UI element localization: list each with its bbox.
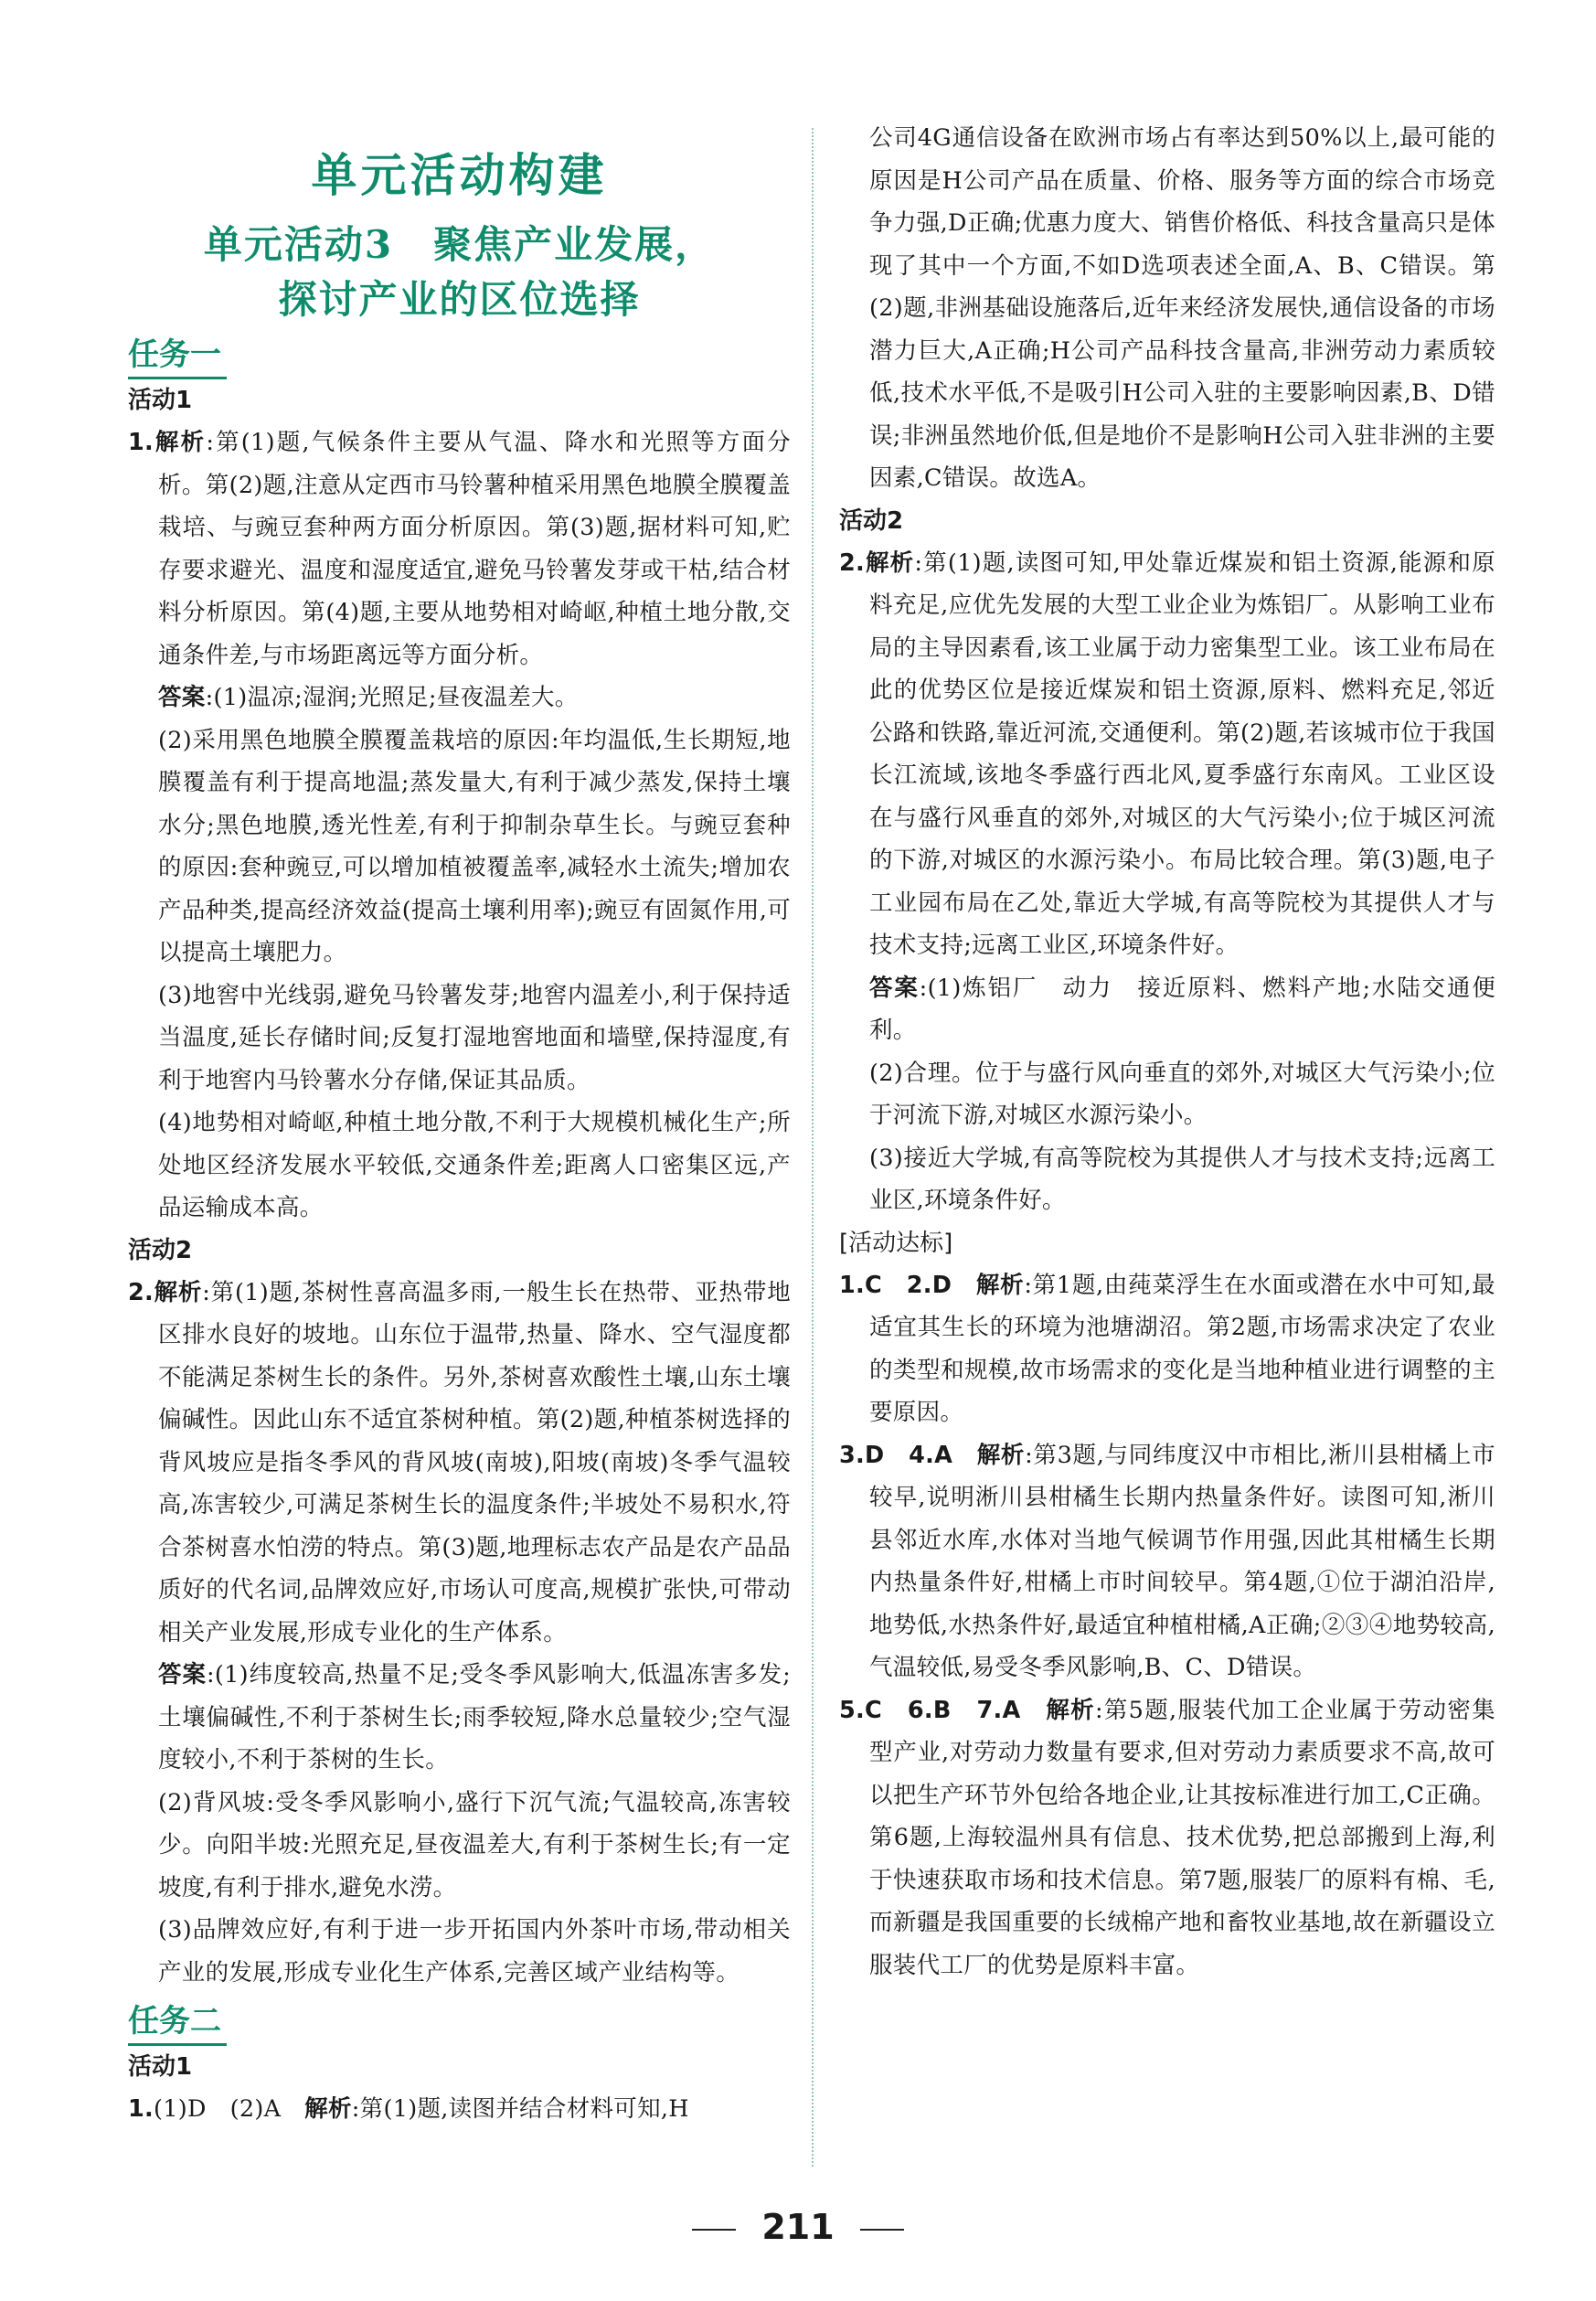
answer-text: :(1)炼铝厂 动力 接近原料、燃料产地;水陆交通便利。 — [869, 974, 1495, 1044]
answer-paragraph: (3)品牌效应好,有利于进一步开拓国内外茶叶市场,带动相关产业的发展,形成专业化生产体系,完善区域产业结构等。 — [158, 1916, 791, 1987]
explanation-label: 解析 — [154, 1278, 203, 1306]
question-explanation — [128, 1272, 791, 1655]
page-number — [0, 2207, 1596, 2247]
explanation-label: 解析 — [1046, 1696, 1095, 1724]
activity-heading: 活动1 — [128, 2053, 193, 2081]
explanation-text: :第3题,与同纬度汉中市相比,淅川县柑橘上市较早,说明淅川县柑橘生长期内热量条件好。读图可知,淅川县邻近水库,水体对当地气候调节作用强,因此其柑橘生长期内热量条件好,柑橘上市时间较早。第4题,①位于湖泊沿岸,地势低,水热条件好,最适宜种植柑橘,A正确;②③④地势较高,气温较低,易受冬季风影响,B、C、D错误。 — [869, 1441, 1495, 1681]
question-number: 1. — [128, 2095, 154, 2123]
answer-label: 答案 — [869, 974, 920, 1002]
explanation-label: 解析 — [976, 1441, 1026, 1469]
task-one-heading: 任务一 — [128, 333, 227, 379]
answer-text: :(1)纬度较高,热量不足;受冬季风影响大,低温冻害多发;土壤偏碱性,不利于茶树生长;雨季较短,降水总量较少;空气湿度较小,不利于茶树的生长。 — [158, 1661, 791, 1774]
explanation-text: :第(1)题,读图并结合材料可知,H — [351, 2095, 689, 2123]
explanation-text: :第(1)题,读图可知,甲处靠近煤炭和铝土资源,能源和原料充足,应优先发展的大型工业企业为炼铝厂。从影响工业布局的主导因素看,该工业属于动力密集型工业。该工业布局在此的优势区位是接近煤炭和铝土资源,原料、燃料充足,邻近公路和铁路,靠近河流,交通便利。第(2)题,若该城市位于我国长江流域,该地冬季盛行西北风,夏季盛行东南风。工业区设在与盛行风垂直的郊外,对城区的大气污染小;位于城区河流的下游,对城区的水源污染小。布局比较合理。第(3)题,电子工业园布局在乙处,靠近大学城,有高等院校为其提供人才与技术支持;远离工业区,环境条件好。 — [869, 549, 1495, 959]
answer-paragraph: (2)背风坡:受冬季风影响小,盛行下沉气流;气温较高,冻害较少。向阳半坡:光照充足,昼夜温差大,有利于茶树生长;有一定坡度,有利于排水,避免水涝。 — [158, 1788, 791, 1902]
explanation-label: 解析 — [304, 2095, 352, 2123]
activity-title-line2: 探讨产业的区位选择 — [278, 277, 641, 322]
answer-text: :(1)温凉;湿润;光照足;昼夜温差大。 — [205, 684, 579, 711]
right-column — [839, 117, 1495, 1987]
practice-answer — [839, 1689, 1495, 1987]
question-number: 2. — [839, 549, 866, 577]
left-column — [128, 128, 791, 2131]
activity-title-line1: 单元活动3 聚焦产业发展， — [203, 222, 716, 267]
activity-heading: 活动1 — [128, 387, 193, 414]
activity-practice-heading: [活动达标] — [839, 1229, 953, 1257]
explanation-text: :第(1)题,气候条件主要从气温、降水和光照等方面分析。第(2)题,注意从定西市马铃薯种植采用黑色地膜全膜覆盖栽培、与豌豆套种两方面分析原因。第(3)题,据材料可知,贮存要求避光、温度和湿度适宜,避免马铃薯发芽或干枯,结合材料分析原因。第(4)题,主要从地势相对崎岖,种植土地分散,交通条件差,与市场距离远等方面分析。 — [158, 429, 791, 669]
practice-choices: 3.D 4.A — [839, 1441, 977, 1469]
answer-paragraph: (3)地窖中光线弱,避免马铃薯发芽;地窖内温差小,利于保持适当温度,延长存储时间;反复打湿地窖地面和墙壁,保持湿度,有利于地窖内马铃薯水分存储,保证其品质。 — [158, 981, 791, 1094]
explanation-text: :第(1)题,茶树性喜高温多雨,一般生长在热带、亚热带地区排水良好的坡地。山东位于温带,热量、降水、空气湿度都不能满足茶树生长的条件。另外,茶树喜欢酸性土壤,山东土壤偏碱性。因此山东不适宜茶树种植。第(2)题,种植茶树选择的背风坡应是指冬季风的背风坡(南坡),阳坡(南坡)冬季气温较高,冻害较少,可满足茶树生长的温度条件;半坡处不易积水,符合茶树喜水怕涝的特点。第(3)题,地理标志农产品是农产品品质好的代名词,品牌效应好,市场认可度高,规模扩张快,可带动相关产业发展,形成专业化的生产体系。 — [158, 1278, 791, 1646]
practice-answer — [839, 1434, 1495, 1689]
explanation-label: 解析 — [154, 429, 207, 456]
column-divider — [812, 128, 814, 2167]
explanation-label: 解析 — [865, 549, 915, 577]
question-number: 2. — [128, 1278, 154, 1306]
question-choices: (1)D (2)A — [154, 2095, 305, 2123]
unit-title: 单元活动构建 — [311, 148, 608, 202]
page-number-value: 211 — [761, 2207, 835, 2247]
practice-choices: 5.C 6.B 7.A — [839, 1696, 1047, 1724]
question-number: 1. — [128, 429, 154, 456]
explanation-text: :第5题,服装代加工企业属于劳动密集型产业,对劳动力数量有要求,但对劳动力素质要求不高,故可以把生产环节外包给各地企业,让其按标准进行加工,C正确。第6题,上海较温州具有信息、技术优势,把总部搬到上海,利于快速获取市场和技术信息。第7题,服装厂的原料有棉、毛,而新疆是我国重要的长绒棉产地和畜牧业基地,故在新疆设立服装代工厂的优势是原料丰富。 — [869, 1696, 1495, 1979]
explanation-label: 解析 — [975, 1271, 1025, 1299]
answer-paragraph: (4)地势相对崎岖,种植土地分散,不利于大规模机械化生产;所处地区经济发展水平较低,交通条件差;距离人口密集区远,产品运输成本高。 — [158, 1109, 791, 1221]
answer-paragraph: (3)接近大学城,有高等院校为其提供人才与技术支持;远离工业区,环境条件好。 — [869, 1144, 1495, 1214]
practice-choices: 1.C 2.D — [839, 1271, 976, 1299]
question-explanation — [839, 542, 1495, 967]
explanation-text: :第1题,由莼菜浮生在水面或潜在水中可知,最适宜其生长的环境为池塘湖沼。第2题,市场需求决定了农业的类型和规模,故市场需求的变化是当地种植业进行调整的主要原因。 — [869, 1271, 1495, 1426]
practice-answer — [839, 1264, 1495, 1434]
activity-heading: 活动2 — [839, 506, 904, 535]
page-number-dash-right — [860, 2229, 904, 2231]
answer-block — [128, 1654, 791, 1782]
answer-label: 答案 — [158, 684, 206, 711]
answer-label: 答案 — [158, 1661, 207, 1688]
answer-paragraph: (2)采用黑色地膜全膜覆盖栽培的原因:年均温低,生长期短,地膜覆盖有利于提高地温;蒸发量大,有利于减少蒸发,保持土壤水分;黑色地膜,透光性差,有利于抑制杂草生长。与豌豆套种的原因:套种豌豆,可以增加植被覆盖率,减轻水土流失;增加农产品种类,提高经济效益(提高土壤利用率);豌豆有固氮作用,可以提高土壤肥力。 — [158, 726, 791, 966]
question-explanation — [128, 421, 791, 676]
activity-heading: 活动2 — [128, 1236, 193, 1264]
question-explanation — [128, 2088, 791, 2131]
continued-explanation: 公司4G通信设备在欧洲市场占有率达到50%以上,最可能的原因是H公司产品在质量、价格、服务等方面的综合市场竞争力强,D正确;优惠力度大、销售价格低、科技含量高只是体现了其中一个方面,不如D选项表述全面,A、B、C错误。第(2)题,非洲基础设施落后,近年来经济发展快,通信设备的市场潜力巨大,A正确;H公司产品科技含量高,非洲劳动力素质较低,技术水平低,不是吸引H公司入驻的主要影响因素,B、D错误;非洲虽然地价低,但是地价不是影响H公司入驻非洲的主要因素,C错误。故选A。 — [869, 124, 1495, 492]
task-two-heading: 任务二 — [128, 1999, 227, 2046]
answer-paragraph: (2)合理。位于与盛行风向垂直的郊外,对城区大气污染小;位于河流下游,对城区水源污染小。 — [869, 1059, 1495, 1129]
answer-block — [128, 676, 791, 719]
answer-block — [839, 967, 1495, 1052]
page-number-dash-left — [692, 2229, 736, 2231]
